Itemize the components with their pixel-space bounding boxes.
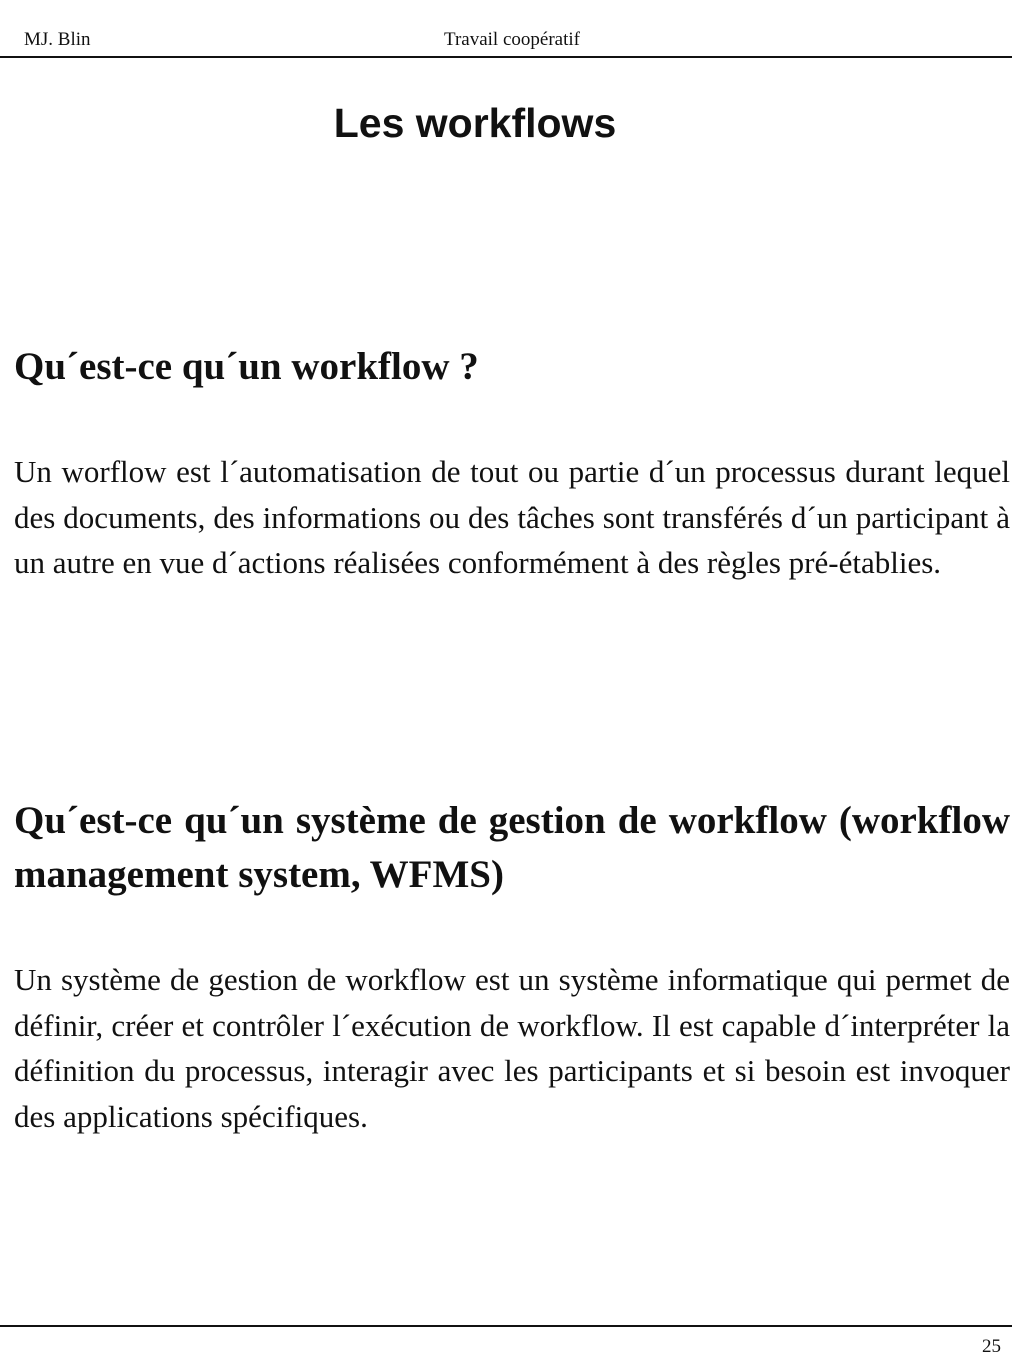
section-text-wfms: Un système de gestion de workflow est un système informatique qui permet de définir, créer et contrôler l´exécution de workflow. Il est capable d´interpréter la définition du processus, interagir avec les participants et si besoin est invoquer des applications spécifiques. [14, 962, 1010, 1134]
section-heading-workflow: Qu´est-ce qu´un workflow ? [14, 345, 479, 388]
footer-divider [0, 1325, 1012, 1327]
header-author: MJ. Blin [24, 29, 91, 50]
header-divider [0, 56, 1012, 58]
page-title: Les workflows [333, 100, 617, 146]
page-header [0, 0, 1024, 58]
header-title: Travail coopératif [444, 29, 580, 50]
page-number: 25 [982, 1336, 1001, 1357]
section-text-workflow: Un worflow est l´automatisation de tout ou partie d´un processus durant lequel des documents, des informations ou des tâches sont transférés d´un participant à un autre en vue d´actions réalisées conformément à des règles pré-établies. [14, 454, 1010, 580]
section-heading-wfms: Qu´est-ce qu´un système de gestion de workflow (workflow management system, WFMS) [14, 799, 1010, 896]
